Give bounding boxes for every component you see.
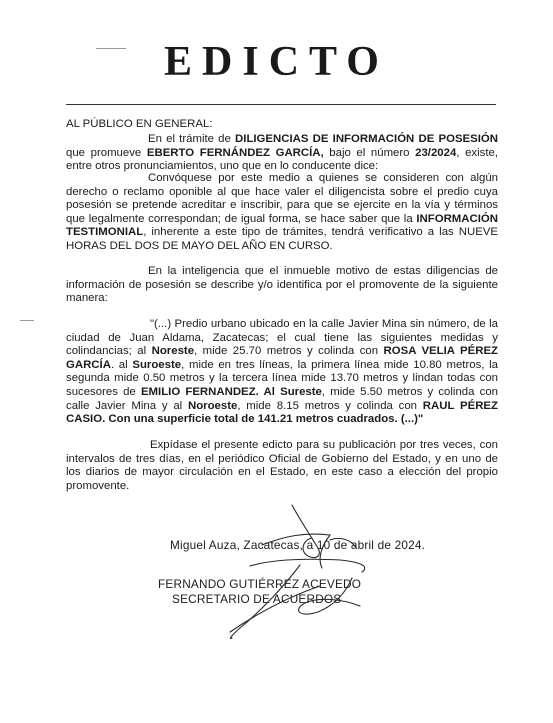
signatory-name: FERNANDO GUTIÉRREZ ACEVEDO bbox=[158, 577, 362, 591]
paragraph-publication: Expídase el presente edicto para su publicación por tres veces, con intervalos de tres días, en el periódico Oficial de Gobierno del Estado, y en uno de los diarios de mayor circulación en el Estado, en este caso a elección del propio promovente. bbox=[66, 439, 498, 492]
title-divider bbox=[66, 104, 496, 105]
paragraph-summons: Convóquese por este medio a quienes se consideren con algún derecho o reclamo oponible al que hace valer el diligencista sobre el predio cuya posesión se pretende acreditar e inscribir, para que se ejercite en la vía y términos que legalmente correspondan; de igual forma, se hace saber que la INFORMACIÓN TESTIMONIAL, inherente a este tipo de trámites, tendrá verificativo a las NUEVE HORAS DEL DOS DE MAYO DEL AÑO EN CURSO. bbox=[66, 172, 498, 252]
document-title: EDICTO bbox=[164, 39, 389, 85]
paragraph-proceeding: En el trámite de DILIGENCIAS DE INFORMACIÓN DE POSESIÓN que promueve EBERTO FERNÁNDEZ GARCÍA, bajo el número 23/2024, existe, entre otros pronunciamientos, uno que en lo conducente dice: bbox=[66, 133, 499, 173]
property-description-quote: "(...) Predio urbano ubicado en la calle Javier Mina sin número, de la ciudad de Juan Aldama, Zacatecas; el cual tiene las siguientes medidas y colindancias; al Noreste, mide 25.70 metros y colinda con ROSA VELIA PÉREZ GARCÍA. al Suroeste, mide en tres líneas, la primera línea mide 10.80 metros, la segunda mide 0.50 metros y la tercera línea mide 13.70 metros y lindan todas con sucesores de EMILIO FERNANDEZ. Al Sureste, mide 5.50 metros y colinda con calle Javier Mina y al Noroeste, mide 8.15 metros y colinda con RAUL PÉREZ CASIO. Con una superficie total de 141.21 metros cuadrados. (...)" bbox=[66, 318, 498, 426]
paragraph-property-intro: En la inteligencia que el inmueble motivo de estas diligencias de información de posesión se describe y/o identifica por el promovente de la siguiente manera: bbox=[66, 265, 498, 305]
scan-mark bbox=[20, 320, 34, 321]
signatory-title: SECRETARIO DE ACUERDOS bbox=[172, 592, 342, 606]
place-date: Miguel Auza, Zacatecas, a 10 de abril de 2024. bbox=[170, 538, 426, 552]
salutation: AL PÚBLICO EN GENERAL: bbox=[66, 118, 213, 130]
